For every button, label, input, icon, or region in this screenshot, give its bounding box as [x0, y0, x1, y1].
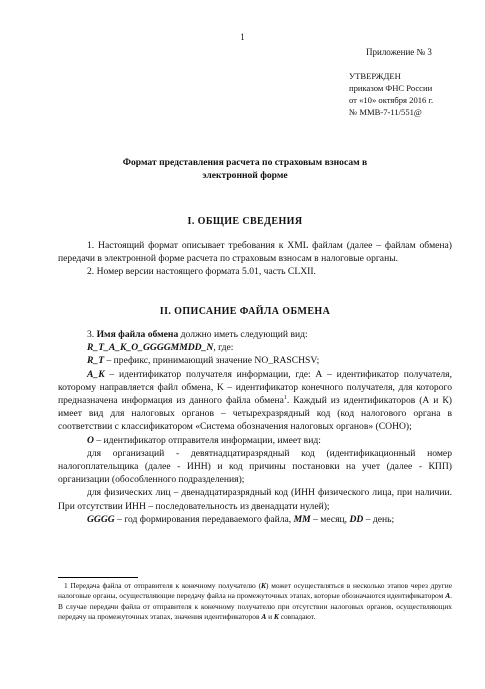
footnote-text: 1 Передача файла от отправителя к конечному получателю (K) может осуществляться в несколько этапов через другие налоговые органы, осуществляющие передачу файла на промежуточных этапах, которые обозначаются идентификатором A. В случае передачи файла от отправителя к конечному получателю при отсутствии налоговых органов, осуществляющих передачу на промежуточных этапах, значения идентификаторов A и K совпадают.: [58, 581, 452, 622]
title-line-2: электронной форме: [202, 170, 288, 181]
ak-text-continued: . Каждый из идентификаторов (А и К) имеет вид для налоговых органов – четырехразрядный код (код налогового органа в соответствии с классификатором «Система обозначения налоговых органов» (СОНО);: [58, 395, 452, 433]
filename-pattern-line: [58, 341, 452, 354]
gggg-key: GGGG: [87, 513, 115, 525]
title-line-1: Формат представления расчета по страховым взносам в: [122, 157, 368, 168]
section-2-heading: II. ОПИСАНИЕ ФАЙЛА ОБМЕНА: [159, 306, 331, 317]
ak-definition: [58, 368, 452, 434]
section-1-body: [58, 239, 452, 279]
p3-bold-term: Имя файла обмена: [96, 329, 179, 340]
footnote: [58, 581, 452, 623]
ak-key: A_K: [87, 368, 105, 380]
o-text: – идентификатор отправителя информации, имеет вид:: [93, 434, 321, 446]
footnote-number: 1: [64, 581, 68, 590]
date-definition: [58, 513, 452, 526]
filename-pattern: R_T_A_K_O_GGGGMMDD_N: [87, 342, 214, 354]
mm-text: – месяц,: [310, 513, 350, 525]
paragraph-3: [58, 328, 452, 341]
filename-suffix: , где:: [213, 342, 234, 354]
p3-number: 3.: [87, 329, 97, 340]
section-2-body: [58, 328, 452, 526]
page-number: 1: [240, 32, 245, 42]
dd-key: DD: [349, 513, 364, 525]
o-definition: [58, 434, 452, 447]
ak-text: – идентификатор получателя информации, где: А – идентификатор получателя, которому направляется файл обмена, K – идентификатор конечного получателя, для которого предназначена информация из данного файла обмена: [58, 368, 452, 407]
footnote-reference[interactable]: 1: [283, 394, 287, 401]
mm-key: MM: [293, 513, 311, 525]
organization-code-text: для организаций - девятнадцатиразрядный код (идентификационный номер налогоплательщика (далее - ИНН) и код причины постановки на учет (далее - КПП) организации (обособленного подразделения);: [58, 447, 452, 486]
gggg-text: – год формирования передаваемого файла,: [114, 513, 294, 525]
approval-line-2: приказом ФНС России: [349, 83, 433, 93]
dd-text: – день;: [363, 513, 395, 525]
o-key: O: [87, 434, 94, 446]
footnote-separator: [58, 577, 138, 578]
paragraph-2: 2. Номер версии настоящего формата 5.01, часть CLXII.: [87, 266, 316, 278]
approval-block: [349, 70, 433, 118]
approval-line-1: УТВЕРЖДЕН: [349, 71, 401, 81]
approval-line-3: от «10» октября 2016 г.: [349, 95, 434, 105]
individual-code-text: для физических лиц – двенадцатиразрядный код (ИНН физического лица, при наличии. При отсутствии ИНН – последовательность из двенадцати нулей);: [58, 487, 452, 512]
approval-line-4: № ММВ-7-11/551@: [349, 107, 422, 117]
rt-key: R_T: [87, 355, 105, 367]
appendix-label: Приложение № 3: [366, 47, 432, 57]
paragraph-1: 1. Настоящий формат описывает требования к XML файлам (далее – файлам обмена) передачи в электронной форме расчета по страховым взносам в налоговые органы.: [58, 240, 452, 265]
document-title: [90, 156, 400, 182]
p3-text: должно иметь следующий вид:: [178, 329, 308, 340]
section-1-heading: I. ОБЩИЕ СВЕДЕНИЯ: [187, 216, 303, 227]
rt-text: – префикс, принимающий значение NO_RASCHSV;: [104, 355, 320, 367]
rt-definition: [58, 354, 452, 367]
